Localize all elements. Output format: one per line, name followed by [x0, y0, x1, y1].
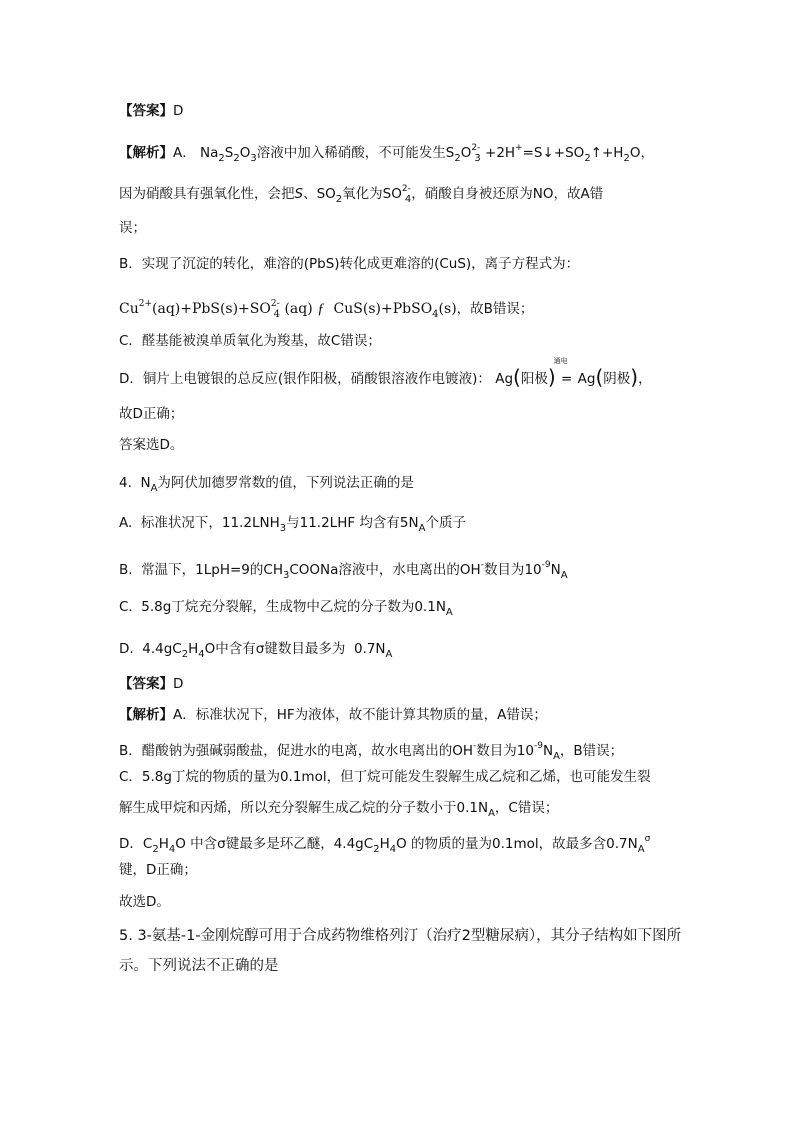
analysis-c-line: C．醛基能被溴单质氧化为羧基，故C错误； [119, 333, 381, 349]
reversible-arrow-glyph: ƒ [317, 301, 325, 317]
question-4-option-d: D. $4.4gC_2H_4O$中含有σ键数目最多为 $0.7N_A$ [119, 641, 393, 660]
answer-line-3 [119, 100, 183, 122]
solution-4-choice: 故选D。 [119, 894, 170, 910]
answer-value: D [173, 103, 184, 119]
anode-label: 阳极 [520, 371, 548, 387]
solution-4-d-line-2: 键，D正确； [119, 862, 197, 878]
option-c-text: 丁烷充分裂解，生成物中乙烷的分子数为 [171, 599, 415, 615]
question-5-line-1: 5. 3-氨基-1-金刚烷醇可用于合成药物维格列汀（治疗2型糖尿病），其分子结构如下图所 [119, 928, 682, 944]
question-4-option-c: C. 5.8g丁烷充分裂解，生成物中乙烷的分子数为$0.1N_A$ [119, 599, 453, 618]
option-a-text-2: 与 [286, 515, 300, 531]
analysis-a-line-1: 【解析】A． $Na_2S_2O_3$溶液中加入稀硝酸，不可能发生$S_2O^{2-}_3$ $+2H^+=S↓+SO_2↑+H_2O$， [119, 143, 654, 164]
option-a-text-1: 标准状况下， [140, 515, 222, 531]
solution-4-c-text-3: ，C错误； [494, 800, 559, 816]
analysis-d-text: D．铜片上电镀银的总反应(银作阳极，硝酸银溶液作电镀液)： [119, 371, 491, 387]
solution-4-b-text-3: ，B错误； [559, 743, 624, 759]
analysis-b-line: B．实现了沉淀的转化，难溶的(PbS)转化成更难溶的(CuS)，离子方程式为： [119, 256, 580, 272]
option-b-text-4: 数目为 [483, 562, 525, 578]
analysis-b-end: ，故B错误； [456, 301, 534, 317]
option-b-text-1: 常温下， [141, 562, 196, 578]
option-d-label: D. [119, 641, 134, 657]
option-b-text-2: 的 [249, 562, 264, 578]
solution-4-b: B．醋酸钠为强碱弱酸盐，促进水的电离，故水电离出的OH-数目为$10^{-9}N_A$，B错误； [119, 741, 624, 762]
option-b-label: B. [119, 562, 133, 578]
question-4-stem: 4. $N_A$为阿伏加德罗常数的值，下列说法正确的是 [119, 475, 414, 494]
solution-4-c-line-2: 解生成甲烷和丙烯，所以充分裂解生成乙烷的分子数小于$0.1N_A$，C错误； [119, 800, 559, 819]
option-a-text-3: 均含有 [359, 515, 400, 531]
analysis-a-text-5: ，故A错 [553, 186, 604, 202]
option-a-prefix: A． [173, 145, 196, 161]
solution-4-a-text: A．标准状况下，HF为液体，故不能计算其物质的量，A错误； [173, 707, 547, 723]
answer-label: 【答案】 [119, 103, 173, 119]
option-d-text: 中含有σ键数目最多为 [215, 641, 346, 657]
solution-4-d-text-2: 的物质的量为0.1mol，故最多含0.7N [411, 836, 638, 852]
question-5-line-2: 示。下列说法不正确的是 [119, 958, 279, 974]
answer-line-4 [119, 673, 183, 695]
option-a-text-4: 个质子 [425, 515, 466, 531]
solution-4-a [119, 704, 547, 726]
analysis-label-4: 【解析】 [119, 707, 173, 723]
cathode-label: 阴极 [603, 371, 631, 387]
analysis-a-text: 溶液中加入稀硝酸，不可能发生 [256, 145, 446, 161]
analysis-a-text-2: 因为硝酸具有强氧化性，会把 [119, 186, 295, 202]
answer-value-4: D [173, 676, 184, 692]
solution-4-d-line-1: D．$C_2H_4O$ 中含σ键最多是环乙醚，$4.4gC_2H_4O$ 的物质的量为0.1mol，故最多含$0.7N_A^\sigma$ [119, 834, 651, 855]
analysis-d-line-1: D．铜片上电镀银的总反应(银作阳极，硝酸银溶液作电镀液)： Ag(阳极) 通电 = Ag(阴极)， [119, 357, 652, 389]
solution-4-c-line-1: C．5.8g丁烷的物质的量为0.1mol，但丁烷可能发生裂解生成乙烷和乙烯，也可能发生裂 [119, 769, 651, 785]
question-4-number: 4. [119, 475, 132, 491]
prev-answer-choice: 答案选D。 [119, 437, 184, 453]
electrolysis-equals: 通电 = [553, 357, 573, 387]
analysis-b-equation: $Cu^{2+}(aq)+PbS(s)+SO^{2-}_4$ (aq) ƒ CuS(s)+PbSO$_4$(s)，故B错误； [119, 299, 534, 320]
analysis-d-line-2: 故D正确； [119, 406, 184, 422]
question-4-option-b: B. 常温下，1LpH=9的$CH_3COONa$溶液中，水电离出的OH-数目为$10^{-9}N_A$ [119, 560, 568, 581]
analysis-label: 【解析】 [119, 145, 173, 161]
option-c-label: C. [119, 599, 133, 615]
analysis-a-line-2: 因为硝酸具有强氧化性，会把S、$SO_2$氧化为$SO^{2-}_4$，硝酸自身被还原为NO，故A错 [119, 184, 604, 205]
solution-4-d-text-1: 中含σ键最多是环乙醚，4.4gC [190, 836, 374, 852]
question-4-option-a: A. 标准状况下，$11.2LNH_3$与11.2LHF 均含有$5N_A$个质子 [119, 515, 466, 534]
analysis-a-line-3: 误； [119, 220, 146, 236]
solution-4-b-text-1: B．醋酸钠为强碱弱酸盐，促进水的电离，故水电离出的OH [119, 743, 474, 759]
analysis-a-text-4: ，硝酸自身被还原为 [411, 186, 533, 202]
answer-label-4: 【答案】 [119, 676, 173, 692]
analysis-a-text-3: 氧化为 [342, 186, 383, 202]
option-b-text-3: 溶液中，水电离出的 [338, 562, 460, 578]
question-4-text: 为阿伏加德罗常数的值，下列说法正确的是 [157, 475, 414, 491]
electrolysis-condition: 通电 [553, 357, 568, 365]
solution-4-c-text-2: 解生成甲烷和丙烯，所以充分裂解生成乙烷的分子数小于0.1N [119, 800, 489, 816]
solution-4-b-text-2: 数目为10 [476, 743, 534, 759]
option-a-label: A. [119, 515, 133, 531]
